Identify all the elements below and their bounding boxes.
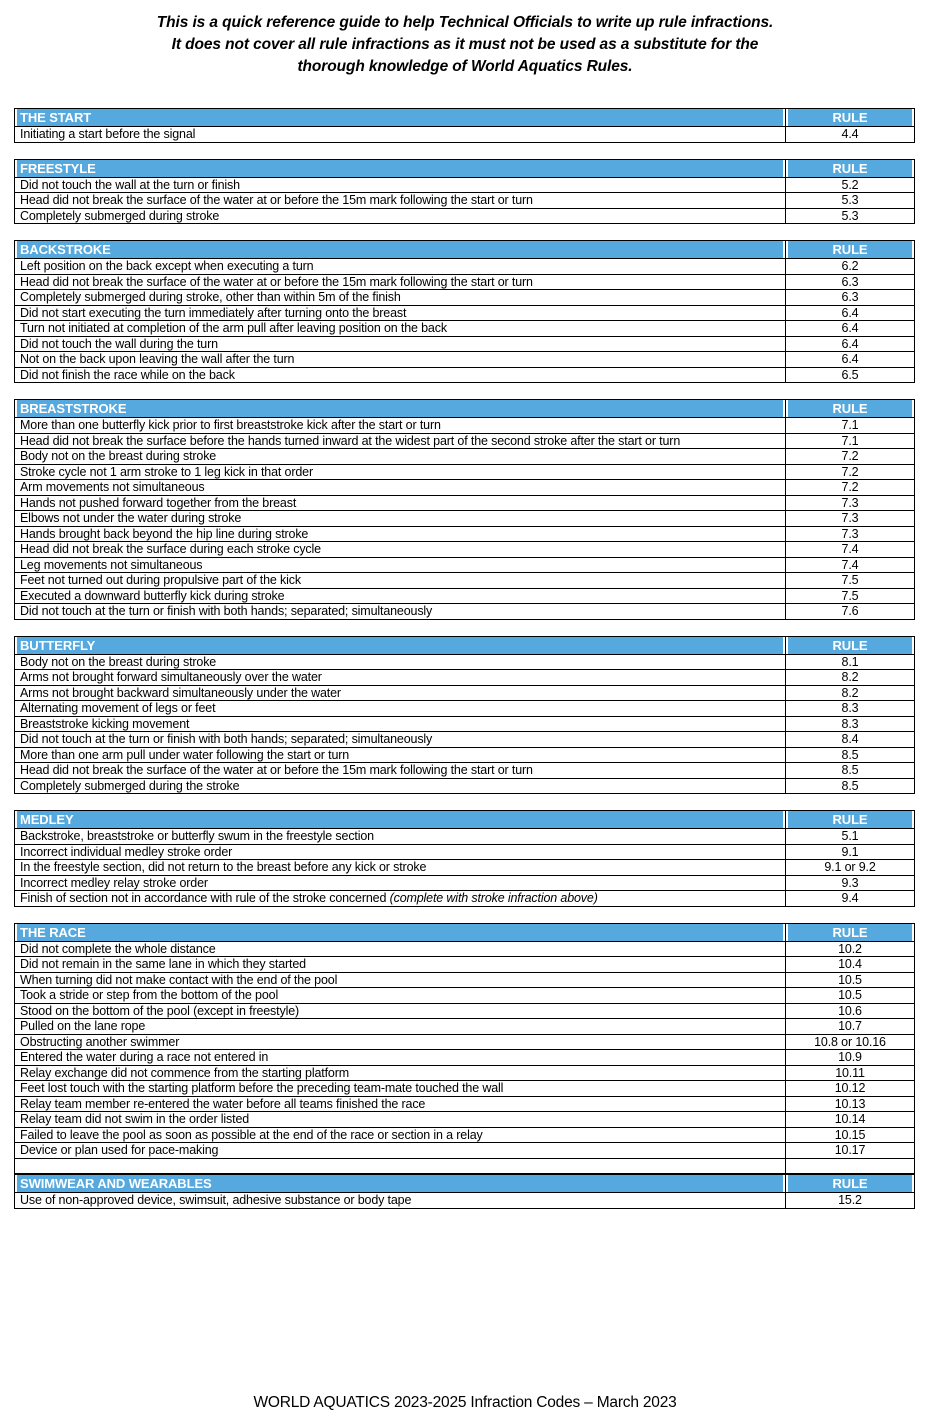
infraction-cell [15, 1158, 786, 1174]
table-row [15, 208, 915, 224]
table-row [15, 860, 915, 876]
infraction-cell: Feet lost touch with the starting platform before the preceding team-mate touched the wall [15, 1081, 786, 1097]
infraction-cell: Arm movements not simultaneous [15, 480, 786, 496]
table-row [15, 1081, 915, 1097]
table-title: FREESTYLE [15, 159, 786, 177]
table-header-row [15, 811, 915, 829]
rule-cell: 7.3 [786, 495, 915, 511]
intro-text [0, 0, 930, 78]
rule-column-header: RULE [786, 241, 915, 259]
rule-cell: 10.13 [786, 1096, 915, 1112]
infraction-cell: Head did not break the surface of the water at or before the 15m mark following the start or turn [15, 763, 786, 779]
table-row [15, 654, 915, 670]
infraction-cell: Alternating movement of legs or feet [15, 701, 786, 717]
table-row [15, 972, 915, 988]
table-title: BACKSTROKE [15, 241, 786, 259]
rule-cell: 6.4 [786, 305, 915, 321]
rule-cell [786, 1158, 915, 1174]
table-row [15, 588, 915, 604]
rule-cell: 10.14 [786, 1112, 915, 1128]
infraction-cell: Did not remain in the same lane in which they started [15, 957, 786, 973]
table-header-row [15, 241, 915, 259]
table-row [15, 957, 915, 973]
table-row [15, 778, 915, 794]
infraction-cell: Did not complete the whole distance [15, 941, 786, 957]
table-row [15, 511, 915, 527]
rule-cell: 7.4 [786, 557, 915, 573]
infraction-cell: Did not touch at the turn or finish with both hands; separated; simultaneously [15, 604, 786, 620]
infraction-table [14, 240, 915, 383]
rule-column-header: RULE [786, 923, 915, 941]
rule-cell: 8.5 [786, 763, 915, 779]
rule-cell: 7.1 [786, 418, 915, 434]
rule-cell: 5.3 [786, 208, 915, 224]
rule-cell: 8.3 [786, 716, 915, 732]
infraction-cell: Failed to leave the pool as soon as possible at the end of the race or section in a relay [15, 1127, 786, 1143]
intro-line: This is a quick reference guide to help Technical Officials to write up rule infractions. [156, 14, 774, 31]
rule-cell: 5.1 [786, 829, 915, 845]
table-title: BREASTSTROKE [15, 400, 786, 418]
infraction-cell: Head did not break the surface of the water at or before the 15m mark following the start or turn [15, 193, 786, 209]
table-row [15, 941, 915, 957]
rule-cell: 7.4 [786, 542, 915, 558]
table-row [15, 305, 915, 321]
table-row [15, 433, 915, 449]
table-row [15, 732, 915, 748]
rule-cell: 6.3 [786, 290, 915, 306]
table-row [15, 542, 915, 558]
infraction-cell: Executed a downward butterfly kick during stroke [15, 588, 786, 604]
rule-cell: 7.3 [786, 526, 915, 542]
infraction-cell: Body not on the breast during stroke [15, 449, 786, 465]
rule-cell: 7.2 [786, 464, 915, 480]
rule-cell: 8.2 [786, 670, 915, 686]
infraction-cell: Initiating a start before the signal [15, 127, 786, 143]
table-row [15, 763, 915, 779]
infraction-cell: Relay team member re-entered the water before all teams finished the race [15, 1096, 786, 1112]
table-row [15, 557, 915, 573]
tables-container [14, 108, 914, 1209]
table-row [15, 844, 915, 860]
infraction-cell: Arms not brought backward simultaneously under the water [15, 685, 786, 701]
infraction-cell: Body not on the breast during stroke [15, 654, 786, 670]
infraction-cell: Left position on the back except when executing a turn [15, 259, 786, 275]
infraction-table [14, 108, 915, 143]
table-row [15, 1003, 915, 1019]
infraction-cell: Pulled on the lane rope [15, 1019, 786, 1035]
table-title: SWIMWEAR AND WEARABLES [15, 1175, 786, 1193]
italic-note: (complete with stroke infraction above) [389, 891, 598, 906]
table-row [15, 716, 915, 732]
table-row [15, 670, 915, 686]
rule-cell: 8.4 [786, 732, 915, 748]
rule-cell: 7.5 [786, 573, 915, 589]
infraction-cell: Breaststroke kicking movement [15, 716, 786, 732]
rule-cell: 8.5 [786, 747, 915, 763]
table-row [15, 747, 915, 763]
rule-cell: 7.3 [786, 511, 915, 527]
rule-cell: 10.15 [786, 1127, 915, 1143]
infraction-cell: Did not finish the race while on the back [15, 367, 786, 383]
table-row [15, 1034, 915, 1050]
table-row [15, 1065, 915, 1081]
rule-cell: 5.3 [786, 193, 915, 209]
rule-cell: 7.2 [786, 449, 915, 465]
infraction-cell: Elbows not under the water during stroke [15, 511, 786, 527]
rule-cell: 6.4 [786, 352, 915, 368]
rule-cell: 8.2 [786, 685, 915, 701]
infraction-cell: Not on the back upon leaving the wall after the turn [15, 352, 786, 368]
rule-column-header: RULE [786, 636, 915, 654]
rule-cell: 8.5 [786, 778, 915, 794]
infraction-table [14, 923, 915, 1175]
table-header-row [15, 400, 915, 418]
infraction-cell: More than one butterfly kick prior to first breaststroke kick after the start or turn [15, 418, 786, 434]
infraction-cell: Incorrect medley relay stroke order [15, 875, 786, 891]
rule-cell: 10.7 [786, 1019, 915, 1035]
table-row [15, 464, 915, 480]
footer-text: WORLD AQUATICS 2023-2025 Infraction Codes – March 2023 [253, 1394, 677, 1411]
rule-cell: 9.4 [786, 891, 915, 907]
infraction-cell: Turn not initiated at completion of the arm pull after leaving position on the back [15, 321, 786, 337]
infraction-cell: Relay team did not swim in the order listed [15, 1112, 786, 1128]
infraction-cell: Did not touch at the turn or finish with both hands; separated; simultaneously [15, 732, 786, 748]
rule-cell: 5.2 [786, 177, 915, 193]
intro-line: It does not cover all rule infractions as it must not be used as a substitute for the [171, 36, 759, 53]
table-title: MEDLEY [15, 811, 786, 829]
rule-column-header: RULE [786, 1175, 915, 1193]
rule-cell: 10.4 [786, 957, 915, 973]
rule-cell: 8.1 [786, 654, 915, 670]
rule-column-header: RULE [786, 811, 915, 829]
rule-cell: 9.3 [786, 875, 915, 891]
table-row [15, 701, 915, 717]
infraction-cell: Relay exchange did not commence from the starting platform [15, 1065, 786, 1081]
rule-cell: 4.4 [786, 127, 915, 143]
infraction-cell: Hands brought back beyond the hip line during stroke [15, 526, 786, 542]
empty-row [15, 1158, 915, 1174]
infraction-cell: Arms not brought forward simultaneously over the water [15, 670, 786, 686]
table-row [15, 321, 915, 337]
infraction-cell: Device or plan used for pace-making [15, 1143, 786, 1159]
infraction-cell: Did not touch the wall at the turn or finish [15, 177, 786, 193]
table-title: THE RACE [15, 923, 786, 941]
rule-cell: 8.3 [786, 701, 915, 717]
infraction-cell: Completely submerged during the stroke [15, 778, 786, 794]
table-row [15, 1193, 915, 1209]
rule-cell: 10.9 [786, 1050, 915, 1066]
table-row [15, 875, 915, 891]
table-row [15, 573, 915, 589]
infraction-cell: In the freestyle section, did not return to the breast before any kick or stroke [15, 860, 786, 876]
infraction-cell: Incorrect individual medley stroke order [15, 844, 786, 860]
table-header-row [15, 923, 915, 941]
infraction-cell: Head did not break the surface of the water at or before the 15m mark following the start or turn [15, 274, 786, 290]
rule-cell: 6.2 [786, 259, 915, 275]
table-row [15, 1019, 915, 1035]
table-row [15, 1112, 915, 1128]
rule-cell: 7.2 [786, 480, 915, 496]
rule-cell: 6.5 [786, 367, 915, 383]
intro-line: thorough knowledge of World Aquatics Rules. [297, 58, 633, 75]
rule-cell: 10.2 [786, 941, 915, 957]
table-row [15, 495, 915, 511]
rule-cell: 10.17 [786, 1143, 915, 1159]
table-row [15, 127, 915, 143]
infraction-cell: Stroke cycle not 1 arm stroke to 1 leg kick in that order [15, 464, 786, 480]
table-row [15, 177, 915, 193]
infraction-cell: Completely submerged during stroke, other than within 5m of the finish [15, 290, 786, 306]
table-row [15, 367, 915, 383]
infraction-cell: Took a stride or step from the bottom of the pool [15, 988, 786, 1004]
table-header-row [15, 109, 915, 127]
infraction-cell: Did not start executing the turn immediately after turning onto the breast [15, 305, 786, 321]
infraction-table [14, 636, 915, 795]
infraction-cell: Use of non-approved device, swimsuit, adhesive substance or body tape [15, 1193, 786, 1209]
rule-cell: 10.8 or 10.16 [786, 1034, 915, 1050]
infraction-table [14, 399, 915, 620]
rule-cell: 10.5 [786, 988, 915, 1004]
table-title: BUTTERFLY [15, 636, 786, 654]
table-row [15, 336, 915, 352]
rule-column-header: RULE [786, 400, 915, 418]
infraction-cell: Finish of section not in accordance with rule of the stroke concerned (complete with stroke infraction above) [15, 891, 786, 907]
rule-cell: 6.4 [786, 336, 915, 352]
table-header-row [15, 159, 915, 177]
table-row [15, 988, 915, 1004]
table-row [15, 604, 915, 620]
rule-cell: 15.2 [786, 1193, 915, 1209]
table-row [15, 1143, 915, 1159]
infraction-cell: Head did not break the surface during each stroke cycle [15, 542, 786, 558]
table-row [15, 1050, 915, 1066]
table-row [15, 449, 915, 465]
table-row [15, 891, 915, 907]
table-row [15, 259, 915, 275]
table-row [15, 290, 915, 306]
rule-column-header: RULE [786, 109, 915, 127]
table-row [15, 1096, 915, 1112]
infraction-cell: More than one arm pull under water following the start or turn [15, 747, 786, 763]
infraction-cell: Head did not break the surface before the hands turned inward at the widest part of the second stroke after the start or turn [15, 433, 786, 449]
table-header-row [15, 636, 915, 654]
rule-column-header: RULE [786, 159, 915, 177]
infraction-cell: Obstructing another swimmer [15, 1034, 786, 1050]
table-row [15, 418, 915, 434]
infraction-cell: Hands not pushed forward together from the breast [15, 495, 786, 511]
rule-cell: 10.11 [786, 1065, 915, 1081]
rule-cell: 7.5 [786, 588, 915, 604]
rule-cell: 6.3 [786, 274, 915, 290]
table-title: THE START [15, 109, 786, 127]
infraction-cell: Backstroke, breaststroke or butterfly swum in the freestyle section [15, 829, 786, 845]
infraction-cell: When turning did not make contact with the end of the pool [15, 972, 786, 988]
infraction-cell: Completely submerged during stroke [15, 208, 786, 224]
infraction-table [14, 159, 915, 225]
infraction-table [14, 810, 915, 907]
rule-cell: 7.6 [786, 604, 915, 620]
rule-cell: 9.1 [786, 844, 915, 860]
infraction-cell: Stood on the bottom of the pool (except in freestyle) [15, 1003, 786, 1019]
table-row [15, 480, 915, 496]
infraction-cell: Did not touch the wall during the turn [15, 336, 786, 352]
rule-cell: 6.4 [786, 321, 915, 337]
table-row [15, 526, 915, 542]
table-header-row [15, 1175, 915, 1193]
rule-cell: 7.1 [786, 433, 915, 449]
infraction-table [14, 1174, 915, 1209]
infraction-cell: Entered the water during a race not entered in [15, 1050, 786, 1066]
rule-cell: 10.6 [786, 1003, 915, 1019]
rule-cell: 10.12 [786, 1081, 915, 1097]
rule-cell: 9.1 or 9.2 [786, 860, 915, 876]
table-row [15, 193, 915, 209]
table-row [15, 829, 915, 845]
rule-cell: 10.5 [786, 972, 915, 988]
table-row [15, 274, 915, 290]
infraction-cell: Leg movements not simultaneous [15, 557, 786, 573]
table-row [15, 352, 915, 368]
table-row [15, 685, 915, 701]
table-row [15, 1127, 915, 1143]
infraction-cell: Feet not turned out during propulsive part of the kick [15, 573, 786, 589]
